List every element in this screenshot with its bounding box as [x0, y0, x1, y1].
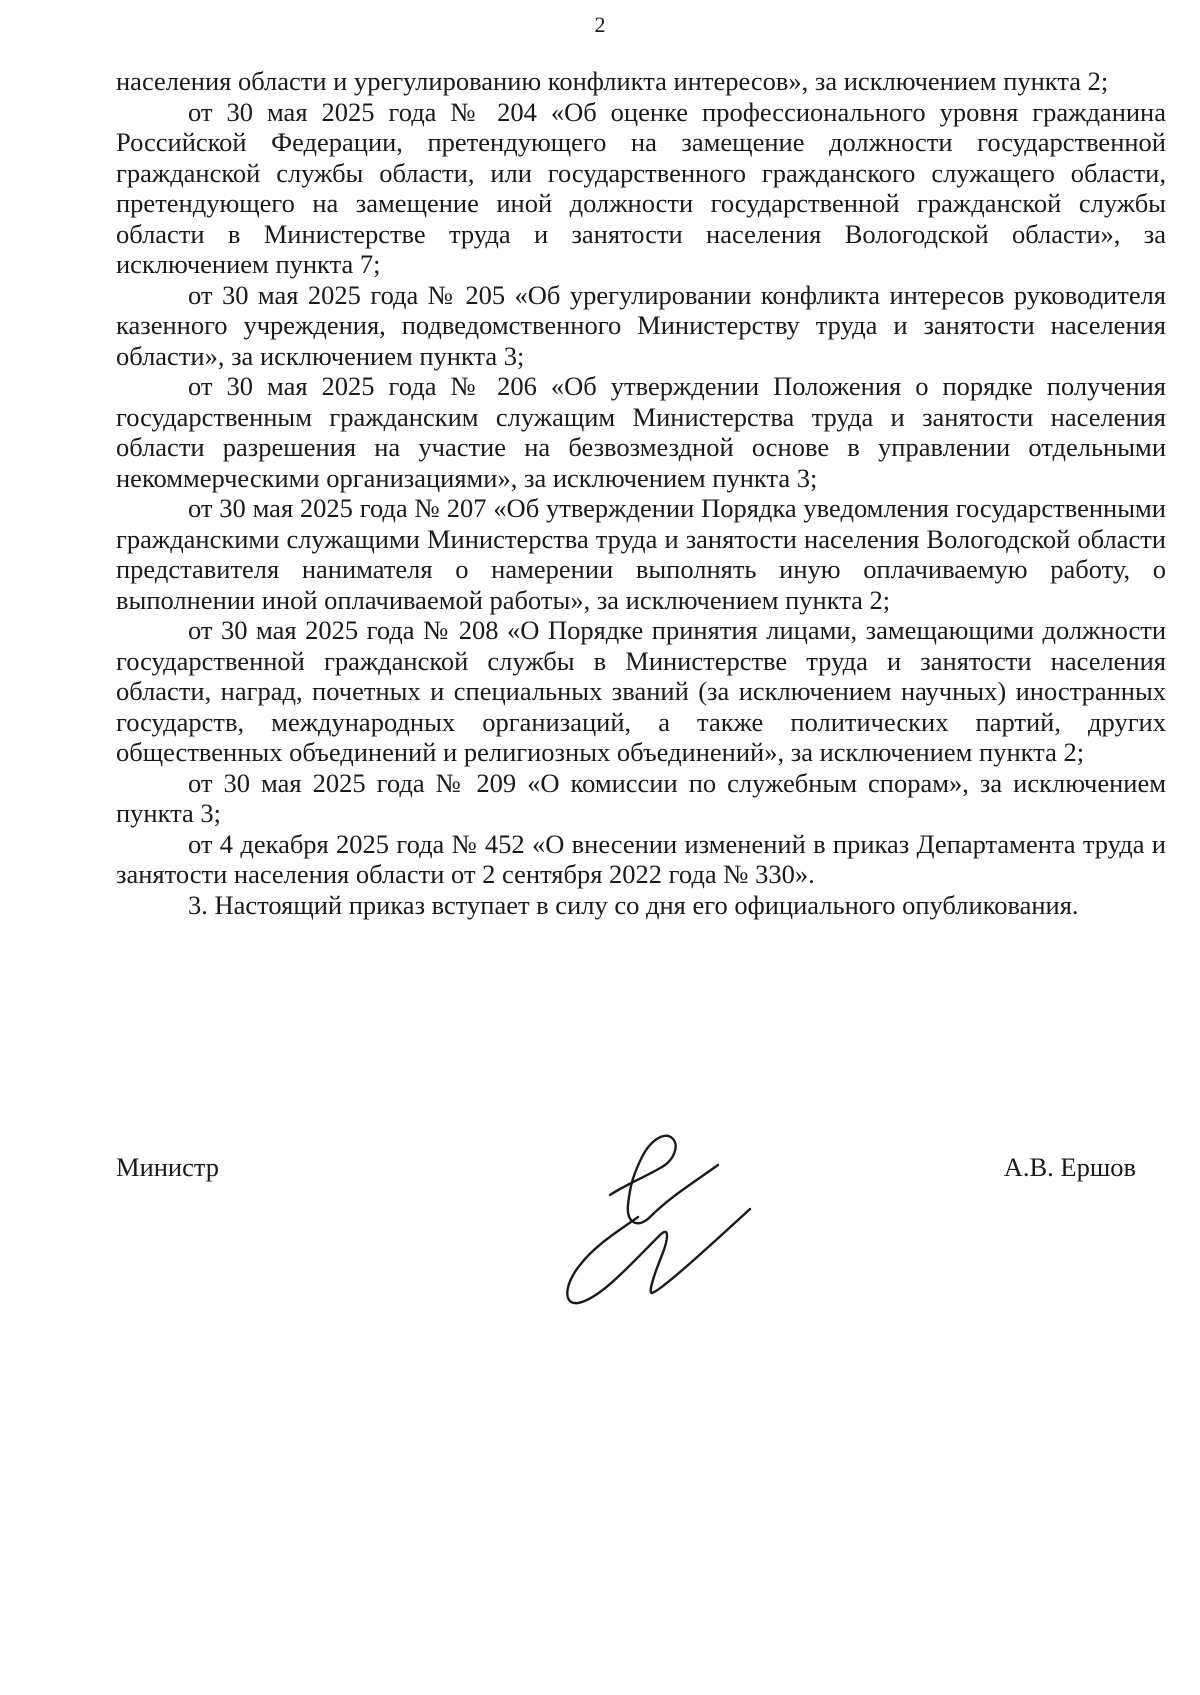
paragraph-order-204: от 30 мая 2025 года № 204 «Об оценке профессионального уровня гражданина Российской Федерации, претендующего на замещение должности государственной гражданской службы области, или государственного гражданского служащего области, претендующего на замещение иной должности государственной гражданской службы области в Министерстве труда и занятости населения Вологодской области», за исключением пункта 7;: [116, 96, 1166, 279]
handwritten-signature: [550, 1105, 790, 1335]
document-body: [116, 66, 1166, 920]
signatory-position: Министр: [116, 1152, 220, 1182]
paragraph-order-206: от 30 мая 2025 года № 206 «Об утверждении Положения о порядке получения государственным гражданским служащим Министерства труда и занятости населения области разрешения на участие на безвозмездной основе в управлении отдельными некоммерческими организациями», за исключением пункта 3;: [116, 371, 1166, 493]
paragraph-effective-date: 3. Настоящий приказ вступает в силу со дня его официального опубликования.: [188, 889, 1079, 920]
paragraph-order-209: от 30 мая 2025 года № 209 «О комиссии по служебным спорам», за исключением пункта 3;: [116, 767, 1166, 828]
paragraph-continuation: населения области и урегулированию конфликта интересов», за исключением пункта 2;: [116, 66, 1109, 96]
signatory-name: А.В. Ершов: [1003, 1152, 1136, 1182]
paragraph-order-452: от 4 декабря 2025 года № 452 «О внесении изменений в приказ Департамента труда и занятости населения области от 2 сентября 2022 года № 330».: [116, 828, 1166, 889]
paragraph-order-208: от 30 мая 2025 года № 208 «О Порядке принятия лицами, замещающими должности государственной гражданской службы в Министерстве труда и занятости населения области, наград, почетных и специальных званий (за исключением научных) иностранных государств, международных организаций, а также политических партий, других общественных объединений и религиозных объединений», за исключением пункта 2;: [116, 615, 1166, 767]
page-number: 2: [594, 12, 606, 37]
paragraph-order-205: от 30 мая 2025 года № 205 «Об урегулировании конфликта интересов руководителя казенного учреждения, подведомственного Министерству труда и занятости населения области», за исключением пункта 3;: [116, 279, 1166, 371]
paragraph-order-207: от 30 мая 2025 года № 207 «Об утверждении Порядка уведомления государственными гражданскими служащими Министерства труда и занятости населения Вологодской области представителя нанимателя о намерении выполнять иную оплачиваемую работу, о выполнении иной оплачиваемой работы», за исключением пункта 2;: [116, 493, 1166, 615]
